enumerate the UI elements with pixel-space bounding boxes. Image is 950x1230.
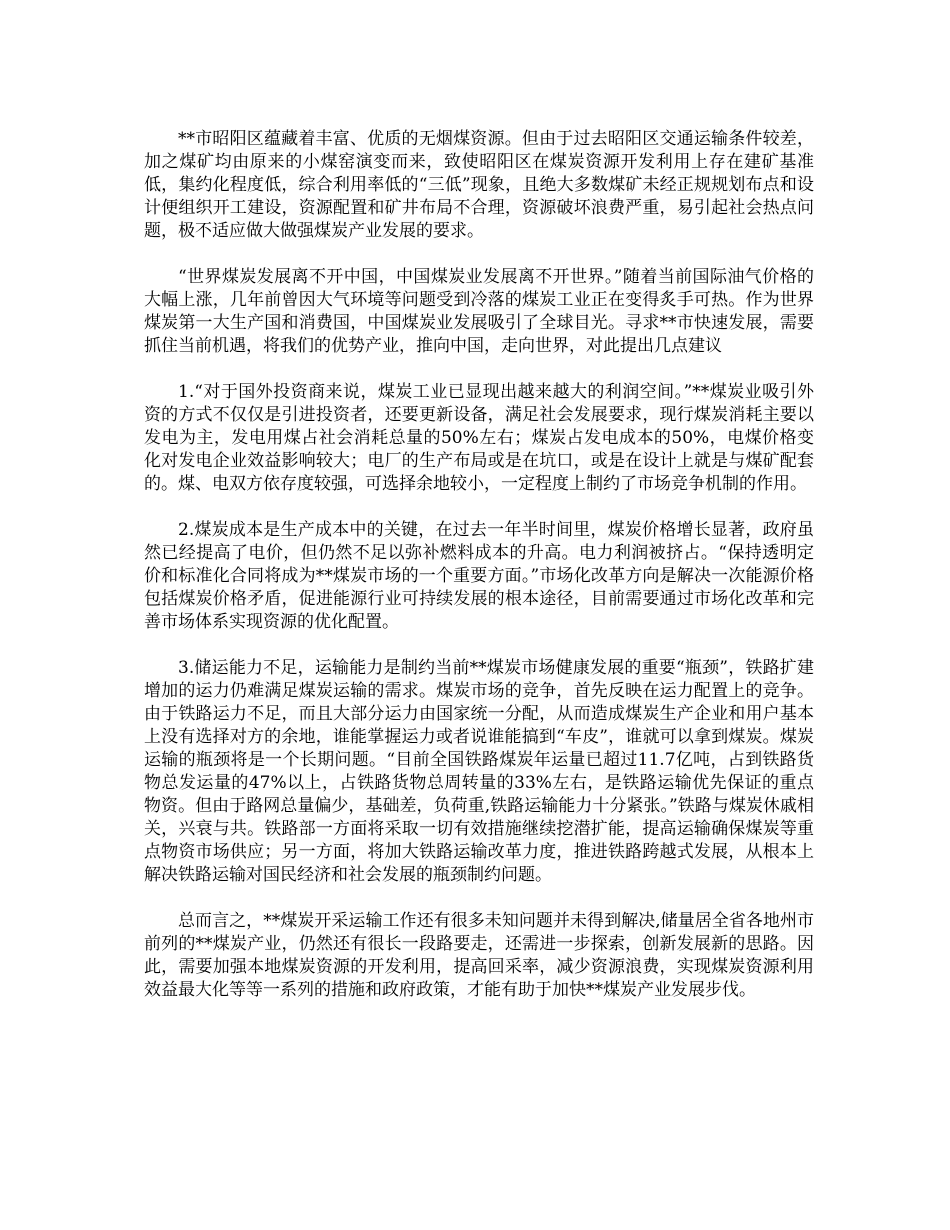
paragraph-world-coal: “世界煤炭发展离不开中国，中国煤炭业发展离不开世界。”随着当前国际油气价格的大幅上涨，几年前曾因大气环境等问题受到冷落的煤炭工业正在变得炙手可热。作为世界煤炭第一大生产国和消费国，中国煤炭业发展吸引了全球目光。寻求**市快速发展，需要抓住当前机遇，将我们的优势产业，推向中国，走向世界，对此提出几点建议 xyxy=(144,267,814,356)
document-body xyxy=(144,128,814,1025)
paragraph-point-3: 3.储运能力不足，运输能力是制约当前**煤炭市场健康发展的重要“瓶颈”，铁路扩建增加的运力仍难满足煤炭运输的需求。煤炭市场的竞争，首先反映在运力配置上的竞争。由于铁路运力不足，而且大部分运力由国家统一分配，从而造成煤炭生产企业和用户基本上没有选择对方的余地，谁能掌握运力或者说谁能搞到“车皮”，谁就可以拿到煤炭。煤炭运输的瓶颈将是一个长期问题。“目前全国铁路煤炭年运量已超过11.7亿吨，占到铁路货物总发运量的47%以上，占铁路货物总周转量的33%左右，是铁路运输优先保证的重点物资。但由于路网总量偏少，基础差，负荷重,铁路运输能力十分紧张。”铁路与煤炭休戚相关，兴衰与共。铁路部一方面将采取一切有效措施继续挖潜扩能，提高运输确保煤炭等重点物资市场供应；另一方面，将加大铁路运输改革力度，推进铁路跨越式发展，从根本上解决铁路运输对国民经济和社会发展的瓶颈制约问题。 xyxy=(144,658,814,885)
paragraph-intro: **市昭阳区蕴藏着丰富、优质的无烟煤资源。但由于过去昭阳区交通运输条件较差，加之煤矿均由原来的小煤窑演变而来，致使昭阳区在煤炭资源开发利用上存在建矿基准低，集约化程度低，综合利用率低的“三低”现象，且绝大多数煤矿未经正规规划布点和设计便组织开工建设，资源配置和矿井布局不合理，资源破坏浪费严重，易引起社会热点问题，极不适应做大做强煤炭产业发展的要求。 xyxy=(144,129,814,241)
paragraph-point-2: 2.煤炭成本是生产成本中的关键，在过去一年半时间里，煤炭价格增长显著，政府虽然已经提高了电价，但仍然不足以弥补燃料成本的升高。电力利润被挤占。“保持透明定价和标准化合同将成为**煤炭市场的一个重要方面。”市场化改革方向是解决一次能源价格包括煤炭价格矛盾，促进能源行业可持续发展的根本途径，目前需要通过市场化改革和完善市场体系实现资源的优化配置。 xyxy=(144,520,814,632)
paragraph-point-1: 1.“对于国外投资商来说，煤炭工业已显现出越来越大的利润空间。”**煤炭业吸引外资的方式不仅仅是引进投资者，还要更新设备，满足社会发展要求，现行煤炭消耗主要以发电为主，发电用煤占社会消耗总量的50%左右；煤炭占发电成本的50%，电煤价格变化对发电企业效益影响较大；电厂的生产布局或是在坑口，或是在设计上就是与煤矿配套的。煤、电双方依存度较强，可选择余地较小，一定程度上制约了市场竞争机制的作用。 xyxy=(144,382,814,494)
paragraph-conclusion: 总而言之，**煤炭开采运输工作还有很多未知问题并未得到解决,储量居全省各地州市前列的**煤炭产业，仍然还有很长一段路要走，还需进一步探索，创新发展新的思路。因此，需要加强本地煤炭资源的开发利用，提高回采率，减少资源浪费，实现煤炭资源利用效益最大化等等一系列的措施和政府政策，才能有助于加快**煤炭产业发展步伐。 xyxy=(144,911,814,1000)
